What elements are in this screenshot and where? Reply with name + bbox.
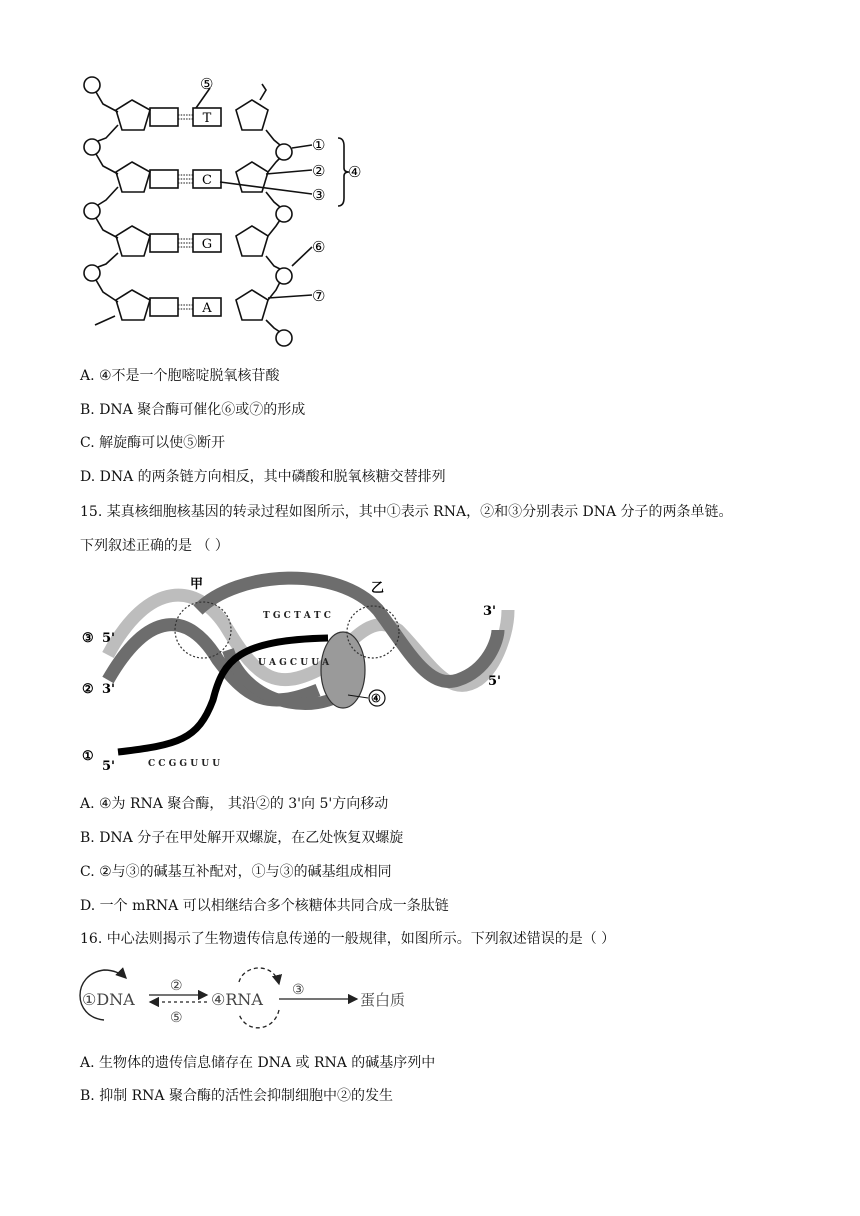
label-end-5b: 5' (488, 674, 502, 689)
base-a: A (202, 301, 212, 316)
protein-node: 蛋白质 (360, 991, 406, 1009)
base-c: C (202, 173, 212, 188)
label-1: ① (312, 136, 326, 154)
arrow-label-2: ② (170, 978, 183, 994)
label-yi: 乙 (371, 581, 385, 596)
q15-option-d: D. 一个 mRNA 可以相继结合多个核糖体共同合成一条肽链 (80, 898, 449, 914)
label-4: ④ (348, 163, 362, 181)
q15-stem-line2: 下列叙述正确的是 （ ） (80, 538, 229, 554)
q15-option-a: A. ④为 RNA 聚合酶， 其沿②的 3'向 5'方向移动 (80, 796, 389, 812)
label-6: ⑥ (312, 238, 326, 256)
q16-stem: 16. 中心法则揭示了生物遗传信息传递的一般规律，如图所示。下列叙述错误的是（ ） (80, 931, 616, 947)
label-2: ② (312, 162, 326, 180)
label-end-5a: 5' (102, 631, 116, 646)
q16-option-a: A. 生物体的遗传信息储存在 DNA 或 RNA 的碱基序列中 (80, 1055, 436, 1071)
label-strand-1: ① (82, 749, 94, 764)
label-end-5c: 5' (102, 759, 116, 774)
label-jia: 甲 (190, 577, 204, 592)
base-t: T (202, 111, 212, 126)
label-enzyme-4: ④ (371, 692, 381, 705)
q14-option-a: A. ④不是一个胞嘧啶脱氧核苷酸 (80, 368, 280, 384)
label-end-3a: 3' (102, 682, 116, 697)
label-3: ③ (312, 186, 326, 204)
arrow-label-3: ③ (292, 982, 305, 998)
dna-structure-figure (70, 70, 370, 355)
svg-text:T G C T A T C: T G C T A T C (263, 611, 331, 621)
label-end-3b: 3' (483, 604, 497, 619)
q14-option-b: B. DNA 聚合酶可催化⑥或⑦的形成 (80, 402, 306, 418)
rna-node: ④RNA (211, 990, 263, 1009)
q14-option-c: C. 解旋酶可以使⑤断开 (80, 435, 226, 451)
label-7: ⑦ (312, 287, 326, 305)
svg-text:C C G G U U U: C C G G U U U (148, 759, 221, 769)
q15-option-c: C. ②与③的碱基互补配对，①与③的碱基组成相同 (80, 864, 392, 880)
q16-option-b: B. 抑制 RNA 聚合酶的活性会抑制细胞中②的发生 (80, 1088, 393, 1104)
svg-text:U A G C U U A: U A G C U U A (258, 658, 330, 668)
dna-node: ①DNA (82, 990, 135, 1009)
central-dogma-figure (74, 962, 406, 1037)
label-strand-2: ② (82, 682, 94, 697)
q15-stem-line1: 15. 某真核细胞核基因的转录过程如图所示，其中①表示 RNA，②和③分别表示 DNA 分子的两条单链。 (80, 504, 733, 520)
label-strand-3: ③ (82, 631, 94, 646)
transcription-figure (78, 570, 518, 780)
arrow-label-5: ⑤ (170, 1010, 183, 1026)
q14-option-d: D. DNA 的两条链方向相反，其中磷酸和脱氧核糖交替排列 (80, 469, 446, 485)
label-5: ⑤ (200, 75, 214, 93)
base-g: G (201, 237, 213, 252)
q15-option-b: B. DNA 分子在甲处解开双螺旋，在乙处恢复双螺旋 (80, 830, 404, 846)
